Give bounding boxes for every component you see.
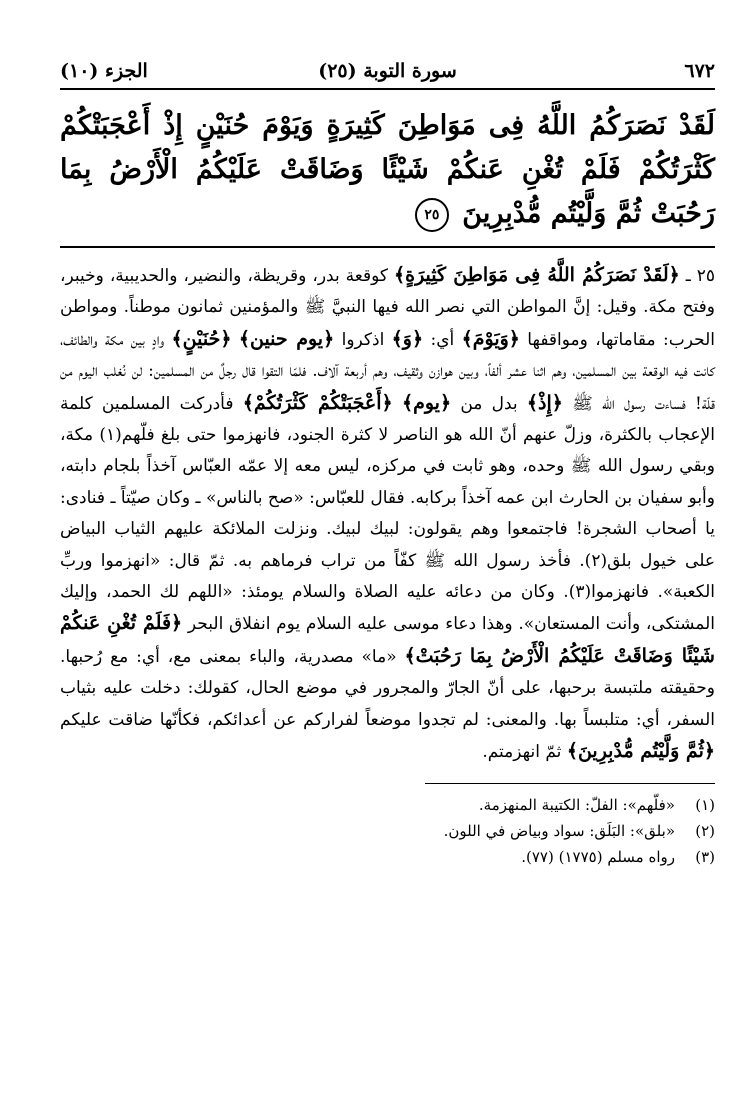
- commentary-text: كوقعة بدر، وقريظة، والنضير، والحديبية، وخيبر، وفتح مكة. وقيل: إنَّ المواطن التي نصر الله فيها النبيَّ ﷺ والمؤمنين ثمانون موطناً. ومواطن الحرب: مقاماتها، ومواقفها: [60, 266, 715, 350]
- surah-title: سورة التوبة (٢٥): [318, 60, 457, 82]
- footnotes: [60, 792, 715, 870]
- commentary-text: اذكروا: [334, 329, 392, 350]
- commentary-text: ثمّ انهزمتم.: [482, 742, 567, 763]
- quran-verse-block: [60, 104, 715, 248]
- footnote-number: (٣): [695, 847, 715, 866]
- quran-quote: ﴿وَيَوْمَ﴾: [461, 327, 520, 350]
- footnote-divider: [425, 783, 715, 784]
- tafsir-commentary: [60, 260, 715, 769]
- footnote-text: رواه مسلم (١٧٧٥) (٧٧).: [521, 847, 675, 866]
- quran-quote: ﴿لَقَدْ نَصَرَكُمُ اللَّهُ فِى مَوَاطِنَ كَثِيرَةٍ﴾: [393, 264, 680, 286]
- footnote-text: «فلّهم»: الفلّ: الكتيبة المنهزمة.: [478, 795, 675, 814]
- quran-quote: ﴿وَ﴾: [391, 327, 424, 350]
- quran-quote: ﴿يوم حنين﴾: [238, 327, 335, 350]
- quran-quote: ﴿يوم﴾: [401, 391, 452, 414]
- commentary-text: [393, 394, 402, 414]
- footnote-number: (٢): [695, 821, 715, 840]
- footnote-text: «بلق»: البَلَق: سواد وبياض في اللون.: [443, 821, 675, 840]
- commentary-text: «ما» مصدرية، والباء بمعنى مع، أي: مع رُحبها. وحقيقته ملتبسة برحبها، على أنّ الجارّ والمجرور في موضع الحال، كقولك: دخلت عليه بثياب السفر، أي: متلبساً بها. والمعنى: لم تجدوا موضعاً لفراركم عن أعدائكم، فكأنّها ضاقت عليكم: [60, 646, 715, 730]
- page-header: [60, 54, 715, 90]
- commentary-text: وادٍ بين مكة والطائف، كانت فيه الوقعة بين المسلمين، وهم اثنا عشر ألفاً، وبين هوازن وثقيف، وهم أربعة آلاف. فلمّا التقوا قال رجلٌ من المسلمين: لن نُغلب اليوم من قلّة! فساءت رسول الله ﷺ: [60, 329, 716, 414]
- quran-quote: ﴿ثُمَّ وَلَّيْتُم مُّدْبِرِينَ﴾: [566, 740, 715, 763]
- juz-label: الجزء (١٠): [60, 60, 148, 82]
- page-number: ٦٧٢: [684, 60, 715, 82]
- footnote-number: (١): [695, 795, 715, 814]
- commentary-text: [231, 330, 238, 350]
- ayah-number-marker: ٢٥: [415, 198, 449, 232]
- commentary-text: فأدركت المسلمين كلمة الإعجاب بالكثرة، وزلّ عنهم أنّ الله هو الناصر لا كثرة الجنود، فانهزموا حتى بلغ فلّهم(١) مكة، وبقي رسول الله ﷺ وحده، وهو ثابت في مركزه، ليس معه إلا عمّه العبّاس آخذاً بلجام دابته، وأبو سفيان بن الحارث ابن عمه آخذاً بركابه. فقال للعبّاس: «صح بالناس» ـ وكان صيّتاً ـ فنادى: يا أصحاب الشجرة! فاجتمعوا وهم يقولون: لبيك لبيك. ونزلت الملائكة عليهم الثياب البياض على خيول بلق(٢). فأخذ رسول الله ﷺ كفّاً من تراب فرماهم به. ثمّ قال: «انهزموا وربِّ الكعبة». فانهزموا(٣). وكان من دعائه عليه الصلاة والسلام يومئذ: «اللهم لك الحمد، وإليك المشتكى، وأنت المستعان». وهذا دعاء موسى عليه السلام يوم انفلاق البحر: [60, 393, 715, 635]
- commentary-text: ٢٥ ـ: [679, 266, 716, 286]
- footnote-item: [60, 792, 715, 818]
- book-page: [60, 54, 715, 1094]
- tafsir-paragraph: [60, 260, 715, 769]
- quran-quote: ﴿حُنَيْنٍ﴾: [171, 327, 232, 350]
- quran-quote: ﴿أَعْجَبَتْكُمْ كَثْرَتُكُمْ﴾: [242, 391, 393, 414]
- commentary-text: بدل من: [451, 393, 527, 414]
- footnote-item: [60, 844, 715, 870]
- quran-quote: ﴿فَلَمْ تُغْنِ عَنكُمْ شَيْئًا وَضَاقَتْ عَلَيْكُمُ الْأَرْضُ بِمَا رَحُبَتْ﴾: [60, 612, 715, 667]
- verse-text: لَقَدْ نَصَرَكُمُ اللَّهُ فِى مَوَاطِنَ كَثِيرَةٍ وَيَوْمَ حُنَيْنٍ إِذْ أَعْجَبَتْكُمْ كَثْرَتُكُمْ فَلَمْ تُغْنِ عَنكُمْ شَيْئًا وَضَاقَتْ عَلَيْكُمُ الْأَرْضُ بِمَا رَحُبَتْ ثُمَّ وَلَّيْتُم مُّدْبِرِينَ: [60, 110, 715, 229]
- footnote-item: [60, 818, 715, 844]
- quran-quote: ﴿إِذْ﴾: [526, 391, 563, 414]
- commentary-text: أي:: [423, 329, 462, 350]
